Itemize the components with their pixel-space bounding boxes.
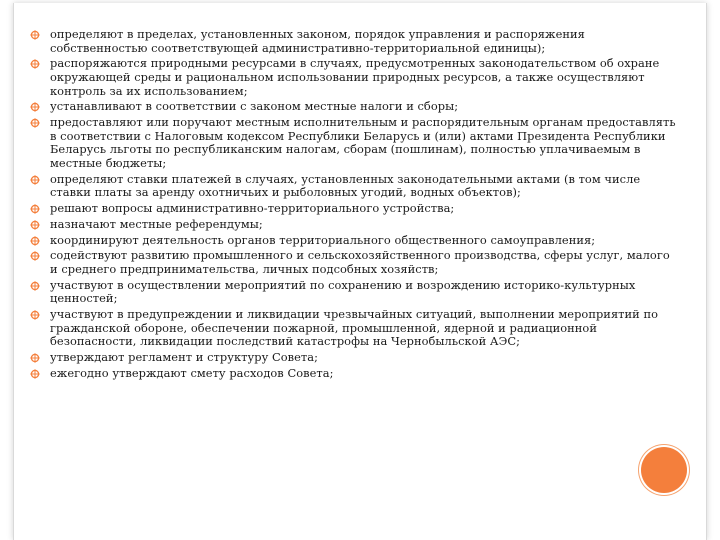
list-item-text: координируют деятельность органов территориального общественного самоуправления; <box>50 232 596 247</box>
list-item-text: определяют в пределах, установленных законом, порядок управления и распоряжения собственностью соответствующей административно-территориальной единицы); <box>50 27 585 55</box>
crosshair-circle-icon <box>30 175 40 185</box>
list-item <box>30 249 676 276</box>
list-item-text: распоряжаются природными ресурсами в случаях, предусмотренных законодательством об охране окружающей среды и рациональном использовании природных ресурсов, а также осуществляют контроль за их использованием; <box>50 56 660 98</box>
list-item <box>30 57 676 98</box>
list-item <box>30 173 676 200</box>
crosshair-circle-icon <box>30 369 40 379</box>
list-item <box>30 234 676 248</box>
crosshair-circle-icon <box>30 310 40 320</box>
list-item <box>30 308 676 349</box>
list-item-text: назначают местные референдумы; <box>50 216 263 231</box>
list-item-text: ежегодно утверждают смету расходов Совета; <box>50 365 334 380</box>
list-item <box>30 28 676 55</box>
crosshair-circle-icon <box>30 59 40 69</box>
crosshair-circle-icon <box>30 118 40 128</box>
bullet-list <box>30 28 676 381</box>
crosshair-circle-icon <box>30 204 40 214</box>
list-item-text: участвуют в осуществлении мероприятий по сохранению и возрождению историко-культурных ценностей; <box>50 277 636 306</box>
crosshair-circle-icon <box>30 353 40 363</box>
list-item <box>30 279 676 306</box>
list-item-text: содействуют развитию промышленного и сельскохозяйственного производства, сферы услуг, малого и среднего предпринимательства, личных подсобных хозяйств; <box>50 248 670 276</box>
list-item <box>30 100 676 114</box>
crosshair-circle-icon <box>30 220 40 230</box>
list-item-text: решают вопросы административно-территориального устройства; <box>50 201 455 216</box>
crosshair-circle-icon <box>30 281 40 291</box>
crosshair-circle-icon <box>30 236 40 246</box>
decorative-orange-circle <box>641 447 687 493</box>
crosshair-circle-icon <box>30 251 40 261</box>
list-item <box>30 202 676 216</box>
crosshair-circle-icon <box>30 102 40 112</box>
list-item-text: предоставляют или поручают местным исполнительным и распорядительным органам предоставлять в соответствии с Налоговым кодексом Республики Беларусь и (или) актами Президента Республики Беларусь льготы по республиканским налогам, сборам (пошлинам), полностью уплачиваемым в местные бюджеты; <box>50 115 676 170</box>
list-item <box>30 367 676 381</box>
list-item <box>30 351 676 365</box>
list-item-text: определяют ставки платежей в случаях, установленных законодательными актами (в том числе ставки платы за аренду охотничьих и рыболовных угодий, водных объектов); <box>50 171 641 200</box>
list-item <box>30 218 676 232</box>
list-item-text: устанавливают в соответствии с законом местные налоги и сборы; <box>50 99 459 114</box>
slide-content <box>30 28 676 383</box>
list-item-text: утверждают регламент и структуру Совета; <box>50 350 318 365</box>
list-item <box>30 116 676 170</box>
crosshair-circle-icon <box>30 30 40 40</box>
list-item-text: участвуют в предупреждении и ликвидации чрезвычайных ситуаций, выполнении мероприятий по гражданской обороне, обеспечении пожарной, промышленной, ядерной и радиационной безопасности, ликвидации последствий катастрофы на Чернобыльской АЭС; <box>50 307 659 349</box>
